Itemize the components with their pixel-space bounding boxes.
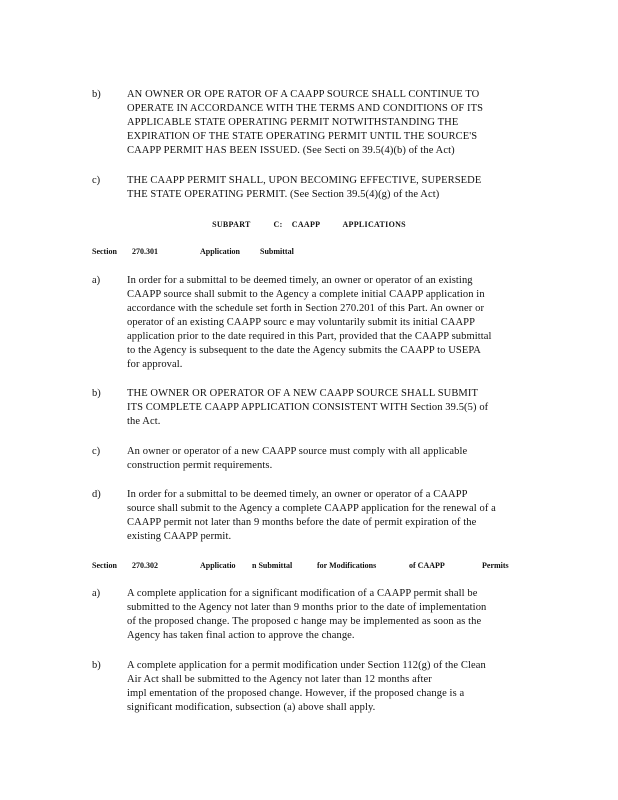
paragraph-text: A complete application for a significant modification of a CAAPP permit shall be submitted to the Agency not later than 9 months prior to the date of implementation of the proposed change. The proposed c hange may be implemented as soon as the Agency has taken final action to approve the change. (127, 588, 487, 641)
paragraph-label: c) (92, 175, 101, 186)
section-number: 270.302 (132, 561, 158, 570)
paragraph-text: AN OWNER OR OPE RATOR OF A CAAPP SOURCE SHALL CONTINUE TO OPERATE IN ACCORDANCE WITH THE TERMS AND CONDITIONS OF ITS APPLICABLE STATE OPERATING PERMIT NOTWITHSTANDING THE EXPIRATION OF THE STATE OPERATING PERMIT UNTIL THE SOURCE'S CAAPP PERMIT HAS BEEN ISSUED. (See Secti on 39.5(4)(b) of the Act) (127, 89, 484, 156)
paragraph-label: d) (92, 489, 101, 500)
paragraph-label: b) (92, 388, 101, 399)
paragraph-text: In order for a submittal to be deemed timely, an owner or operator of an existing CAAPP source shall submit to the Agency a complete initial CAAPP application in accordance with the schedule set forth in Section 270.201 of this Part. An owner or operator of an existing CAAPP sourc e may voluntarily submit its initial CAAPP application prior to the date required in this Part, provided that the CAAPP submittal to the Agency is subsequent to the date the Agency submits the CAAPP to USEPA for approval. (127, 275, 492, 370)
section-number: 270.301 (132, 247, 158, 256)
section-title-part: Permits (482, 561, 509, 570)
section-label: Section (92, 561, 117, 570)
paragraph-text: An owner or operator of a new CAAPP source must comply with all applicable construction permit requirements. (127, 446, 468, 471)
section-label: Section (92, 247, 117, 256)
section-title-part: of CAAPP (409, 561, 445, 570)
section-title-part: Application (200, 247, 241, 256)
paragraph-text: THE CAAPP PERMIT SHALL, UPON BECOMING EFFECTIVE, SUPERSEDE THE STATE OPERATING PERMIT. (See Section 39.5(4)(g) of the Act) (127, 175, 482, 200)
paragraph-label: b) (92, 660, 101, 671)
paragraph-label: a) (92, 588, 101, 599)
section-title-part: Submittal (260, 247, 294, 256)
paragraph-text: In order for a submittal to be deemed timely, an owner or operator of a CAAPP source shall submit to the Agency a complete CAAPP application for the renewal of a CAAPP permit not later than 9 months before the date of permit expiration of the existing CAAPP permit. (127, 489, 496, 542)
paragraph-text: A complete application for a permit modification under Section 112(g) of the Clean Air Act shall be submitted to the Agency not later than 12 months after impl ementation of the proposed change. However, if the proposed change is a significant modification, subsection (a) above shall apply. (127, 660, 486, 713)
section-title-part: n Submittal (252, 561, 293, 570)
paragraph-label: b) (92, 89, 101, 100)
section-title-part: for Modifications (317, 561, 377, 570)
paragraph-text: THE OWNER OR OPERATOR OF A NEW CAAPP SOURCE SHALL SUBMIT ITS COMPLETE CAAPP APPLICATION CONSISTENT WITH Section 39.5(5) of the Act. (127, 388, 489, 427)
paragraph-label: a) (92, 275, 101, 286)
section-title-part: Applicatio (200, 561, 236, 570)
paragraph-label: c) (92, 446, 101, 457)
subpart-heading: SUBPART C: CAAPP APPLICATIONS (212, 220, 406, 229)
